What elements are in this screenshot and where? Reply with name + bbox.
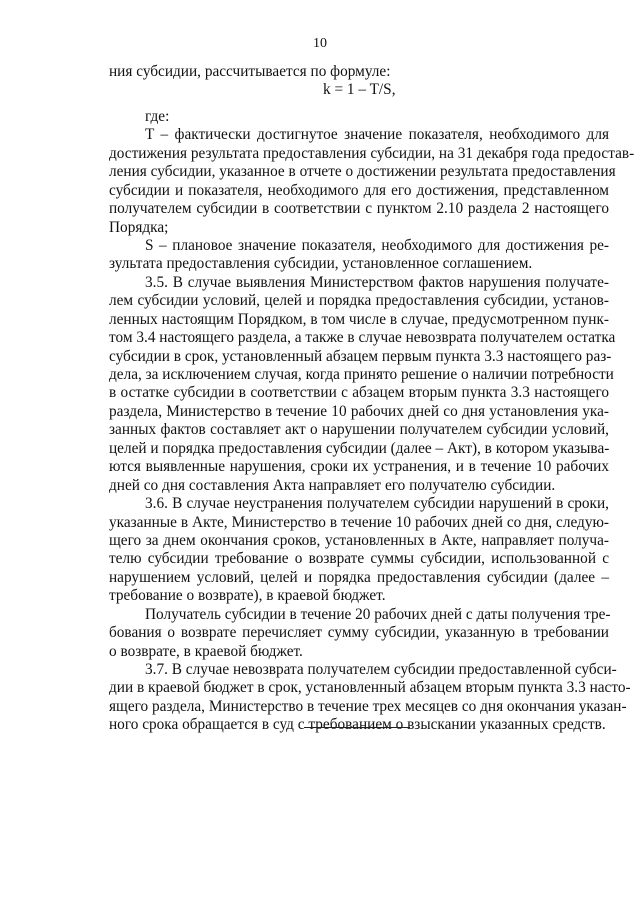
text-line: достижения результата предоставления субсидии, на 31 декабря года предостав- xyxy=(109,144,635,162)
text-line: 3.5. В случае выявления Министерством фактов нарушения получате- xyxy=(145,273,609,291)
text-line: лем субсидии условий, целей и порядка предоставления субсидии, установ- xyxy=(109,292,609,310)
text-line: зультата предоставления субсидии, установленное соглашением. xyxy=(109,255,533,273)
document-body xyxy=(109,63,635,735)
text-line: субсидии в срок, установленный абзацем первым пункта 3.3 настоящего раз- xyxy=(109,347,612,365)
text-line: S – плановое значение показателя, необходимого для достижения ре- xyxy=(145,236,609,254)
text-line: ются выявленные нарушения, сроки их устранения, и в течение 10 рабочих xyxy=(109,458,609,476)
text-line: 3.7. В случае невозврата получателем субсидии предоставленной субси- xyxy=(145,661,617,678)
text-line: занных фактов составляет акт о нарушении получателем субсидии условий, xyxy=(109,421,609,439)
text-line: T – фактически достигнутое значение показателя, необходимого для xyxy=(145,126,609,144)
text-line: требование о возврате), в краевой бюджет. xyxy=(109,587,386,605)
text-line: дней со дня составления Акта направляет его получателю субсидии. xyxy=(109,476,556,494)
page-number: 10 xyxy=(313,36,327,51)
text-line: том 3.4 настоящего раздела, а также в случае невозврата получателем остатка xyxy=(109,329,616,347)
text-line: ления субсидии, указанное в отчете о достижении результата предоставления xyxy=(109,163,616,181)
text-line: дии в краевой бюджет в срок, установленный абзацем вторым пункта 3.3 насто- xyxy=(109,679,631,697)
text-line: о возврате, в краевой бюджет. xyxy=(109,642,303,660)
text-line: Получатель субсидии в течение 20 рабочих дней с даты получения тре- xyxy=(145,605,611,623)
formula: k = 1 – T/S, xyxy=(323,81,396,99)
text-line: раздела, Министерство в течение 10 рабочих дней со дня установления ука- xyxy=(109,402,609,420)
text-line: ленных настоящим Порядком, в том числе в случае, предусмотренном пунк- xyxy=(109,310,609,328)
text-line: ного срока обращается в суд с требованием о взыскании указанных средств. xyxy=(109,716,606,734)
text-line: ния субсидии, рассчитывается по формуле: xyxy=(109,63,391,80)
text-line: щего за днем окончания сроков, установленных в Акте, направляет получа- xyxy=(109,531,609,549)
text-line: целей и порядка предоставления субсидии (далее – Акт), в котором указыва- xyxy=(109,439,610,457)
text-line: бования о возврате перечисляет сумму субсидии, указанную в требовании xyxy=(109,624,609,642)
text-line: нарушением условий, целей и порядка предоставления субсидии (далее – xyxy=(109,568,609,586)
text-line: 3.6. В случае неустранения получателем субсидии нарушений в сроки, xyxy=(145,495,609,513)
text-line: субсидии и показателя, необходимого для его достижения, представленном xyxy=(109,181,609,199)
text-line: указанные в Акте, Министерство в течение 10 рабочих дней со дня, следую- xyxy=(109,513,609,531)
text-line: где: xyxy=(145,107,170,125)
text-line: получателем субсидии в соответствии с пунктом 2.10 раздела 2 настоящего xyxy=(109,200,609,218)
text-line: телю субсидии требование о возврате суммы субсидии, использованной с xyxy=(109,550,609,568)
text-line: ящего раздела, Министерство в течение трех месяцев со дня окончания указан- xyxy=(109,697,627,715)
text-line: Порядка; xyxy=(109,218,169,236)
closing-rule xyxy=(304,727,410,728)
text-line: в остатке субсидии в соответствии с абзацем вторым пункта 3.3 настоящего xyxy=(109,384,609,402)
text-line: дела, за исключением случая, когда принято решение о наличии потребности xyxy=(109,366,614,383)
